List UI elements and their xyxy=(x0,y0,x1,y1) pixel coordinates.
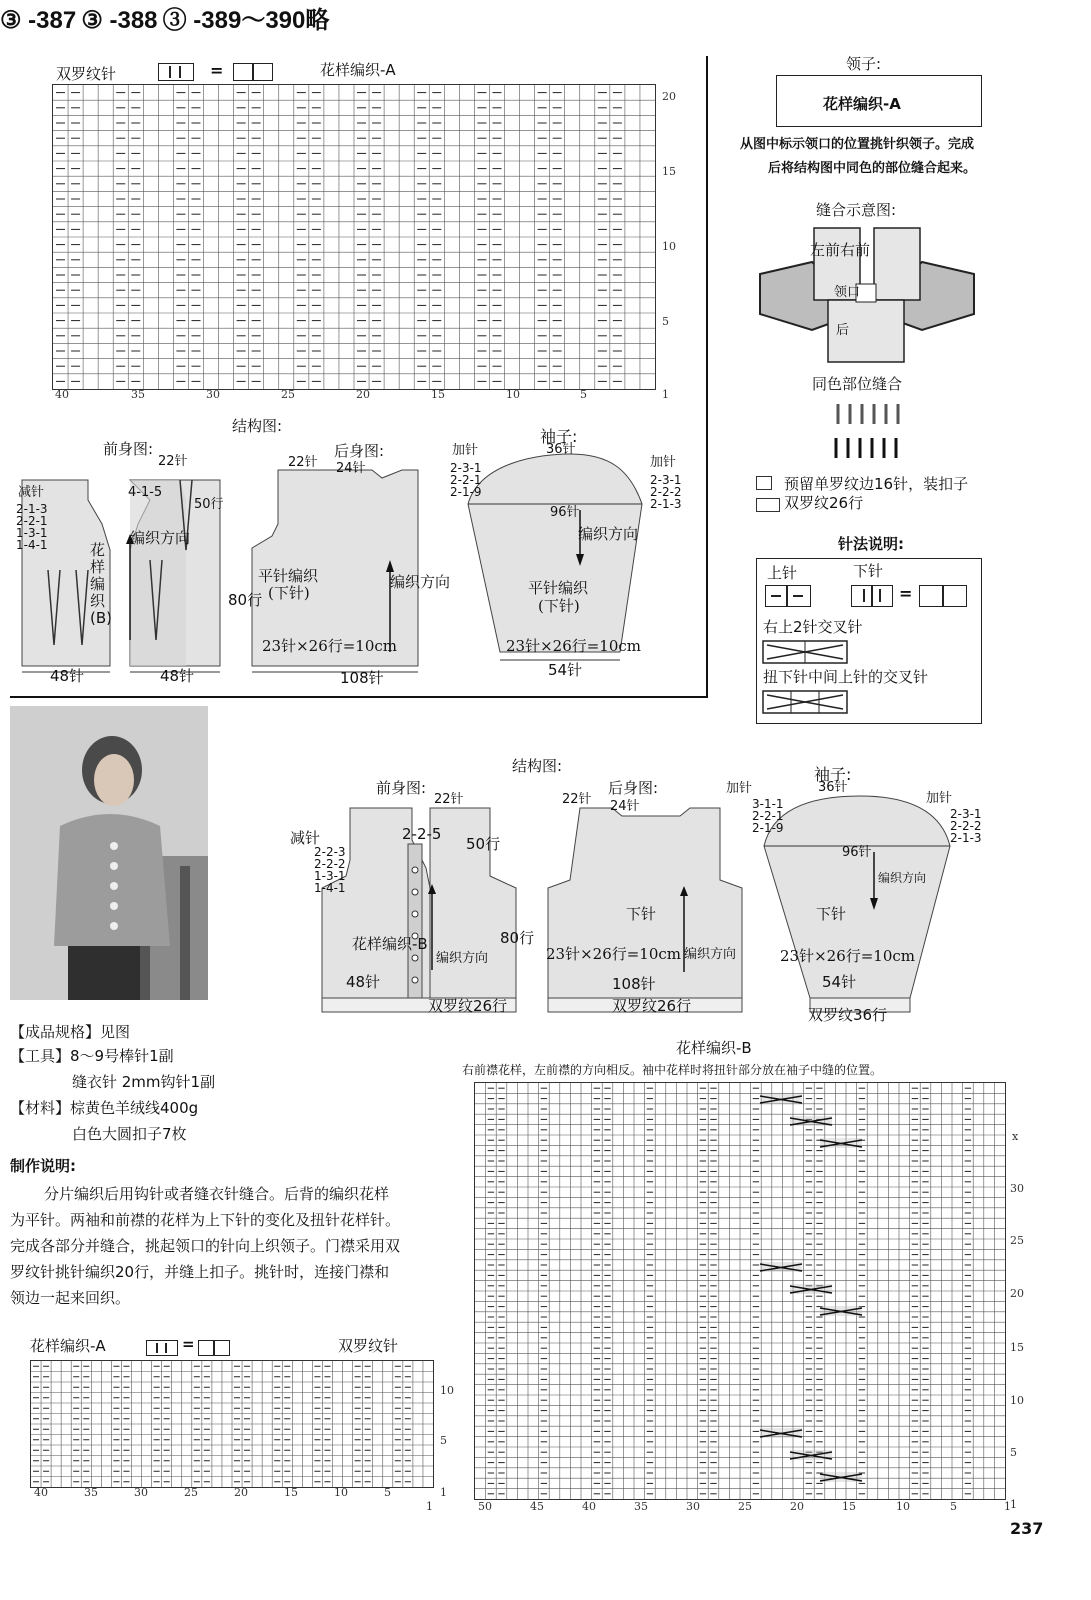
col-number: 50 xyxy=(478,1500,492,1513)
chart-b-title: 花样编织-B xyxy=(676,1039,752,1057)
back-fabric: 平针编织 xyxy=(258,567,319,585)
instructions-line: 领边一起来回织。 xyxy=(10,1289,131,1307)
col-number: 25 xyxy=(184,1486,198,1499)
col-number: 5 xyxy=(950,1500,957,1513)
sleeve-bottom: 54针 xyxy=(548,661,583,679)
col-number: 1 xyxy=(426,1500,433,1513)
spec-size: 【成品规格】见图 xyxy=(10,1023,131,1041)
col-number: 15 xyxy=(842,1500,856,1513)
back-title: 后身图: xyxy=(608,779,659,797)
pattern-number-388: ③ -388 xyxy=(81,7,158,34)
stitch-legend-title: 针法说明: xyxy=(838,535,904,553)
down-stitch-symbol xyxy=(851,585,893,607)
row-number: 10 xyxy=(1010,1394,1024,1407)
sleeve-add-left: 加针 xyxy=(452,443,479,458)
sleeve-rule: 2-2-1 xyxy=(752,809,784,823)
row-number: 1 xyxy=(662,388,669,401)
front-rows: 50行 xyxy=(194,497,224,512)
col-number: 10 xyxy=(334,1486,348,1499)
front-rib: 双罗纹26行 xyxy=(428,997,508,1015)
chart-a-grid xyxy=(52,84,656,390)
front-pattern: 花样编织(B) xyxy=(90,541,112,627)
front-direction: 编织方向 xyxy=(436,951,489,966)
front-direction: 编织方向 xyxy=(130,529,191,547)
chart-a2-title: 花样编织-A xyxy=(30,1337,106,1355)
symbol-blank-box xyxy=(198,1340,230,1356)
row-number: 20 xyxy=(1010,1287,1024,1300)
equals-sign: = xyxy=(210,61,224,80)
front-top: 22针 xyxy=(434,792,464,807)
chart-b-note: 右前襟花样，左前襟的方向相反。袖中花样时将扭针部分放在袖子中缝的位置。 xyxy=(462,1063,883,1077)
sleeve-rule: 2-2-2 xyxy=(650,485,682,499)
col-number: 20 xyxy=(790,1500,804,1513)
struct-label: 结构图: xyxy=(512,757,563,775)
row-number: 25 xyxy=(1010,1234,1024,1247)
col-number: 5 xyxy=(580,388,587,401)
back-direction: 编织方向 xyxy=(684,947,737,962)
col-number: 40 xyxy=(582,1500,596,1513)
col-number: 20 xyxy=(356,388,370,401)
collar-header: 领子: xyxy=(846,55,882,73)
blank-stitch-symbol xyxy=(919,585,967,607)
row-number: 1 xyxy=(1010,1498,1017,1511)
col-number: 30 xyxy=(134,1486,148,1499)
front-pattern: 花样编织-B xyxy=(352,935,428,953)
sleeve-rule: 2-1-3 xyxy=(950,831,982,845)
col-number: 35 xyxy=(84,1486,98,1499)
col-number: 35 xyxy=(131,388,145,401)
col-number: 10 xyxy=(506,388,520,401)
legend-text: 预留单罗纹边16针，装扣子 xyxy=(784,475,969,493)
collar-desc: 从图中标示领口的位置挑针织领子。完成 xyxy=(740,137,975,152)
row-number: 20 xyxy=(662,90,676,103)
legend-swatch xyxy=(756,476,772,490)
back-gauge: 23针×26行=10cm xyxy=(262,637,398,655)
sleeve-rows: 96针 xyxy=(550,505,580,520)
sleeve-fabric: 下针 xyxy=(816,905,847,923)
instructions-line: 完成各部分并缝合，挑起领口的针向上织领子。门襟采用双 xyxy=(10,1237,401,1255)
symbol-rib-box xyxy=(158,63,194,81)
back-top-mid: 24针 xyxy=(610,799,640,814)
symbol-blank-box xyxy=(233,63,273,81)
back-bottom: 108针 xyxy=(612,975,656,993)
legend-up: 上针 xyxy=(767,564,798,582)
legend-cross2: 扭下针中间上针的交叉针 xyxy=(763,668,929,686)
neck-rule: 2-2-5 xyxy=(402,825,442,843)
up-stitch-symbol xyxy=(765,585,811,607)
cross2-symbol xyxy=(763,691,847,713)
collar-box-label: 花样编织-A xyxy=(823,95,901,113)
dec-rule: 2-2-3 xyxy=(314,845,346,859)
sleeve-bottom: 54针 xyxy=(822,973,857,991)
dec-rule: 2-1-3 xyxy=(16,502,48,516)
back-top-left: 22针 xyxy=(562,792,592,807)
back-title: 后身图: xyxy=(334,442,385,460)
instructions-line: 为平针。两袖和前襟的花样为上下针的变化及扭针花样针。 xyxy=(10,1211,401,1229)
back-top-mid: 24针 xyxy=(336,461,366,476)
spec-tools: 【工具】8～9号棒针1副 xyxy=(10,1047,174,1065)
sleeve-rule: 2-1-9 xyxy=(450,485,482,499)
sleeve-direction: 编织方向 xyxy=(578,525,639,543)
back-rib: 双罗纹26行 xyxy=(612,997,692,1015)
chart-a2-right-label: 双罗纹针 xyxy=(338,1337,399,1355)
dec-rule: 1-4-1 xyxy=(314,881,346,895)
row-number: 5 xyxy=(440,1434,447,1447)
row-number: x xyxy=(1012,1130,1019,1143)
sleeve-rule: 2-3-1 xyxy=(450,461,482,475)
sleeve-rule: 3-1-1 xyxy=(752,797,784,811)
col-number: 40 xyxy=(55,388,69,401)
front-bottom-left: 48针 xyxy=(50,667,85,685)
sleeve-rule: 2-2-1 xyxy=(450,473,482,487)
chart-a-title: 花样编织-A xyxy=(320,61,396,79)
dec-rule: 2-2-1 xyxy=(16,514,48,528)
neck-rule: 4-1-5 xyxy=(128,485,163,500)
row-number: 5 xyxy=(1010,1446,1017,1459)
seam-label: 左前右前 xyxy=(810,241,871,259)
struct-label: 结构图: xyxy=(232,417,283,435)
spec-tools: 缝衣针 2mm钩针1副 xyxy=(72,1073,216,1091)
collar-desc: 后将结构图中同色的部位缝合起来。 xyxy=(768,161,977,176)
sleeve-gauge: 23针×26行=10cm xyxy=(506,637,642,655)
back-top-left: 22针 xyxy=(288,455,318,470)
legend-text: 双罗纹26行 xyxy=(784,494,864,512)
col-number: 15 xyxy=(284,1486,298,1499)
sleeve-rule: 2-1-3 xyxy=(650,497,682,511)
col-number: 40 xyxy=(34,1486,48,1499)
col-number: 25 xyxy=(738,1500,752,1513)
row-number: 10 xyxy=(440,1384,454,1397)
same-color-note: 同色部位缝合 xyxy=(812,375,903,393)
front-rows: 50行 xyxy=(466,835,501,853)
col-number: 25 xyxy=(281,388,295,401)
omitted-patterns: ③ -389～390略 xyxy=(162,7,330,34)
sleeve-add-right: 加针 xyxy=(650,455,677,470)
sleeve-rule: 2-2-2 xyxy=(950,819,982,833)
back-bottom: 108针 xyxy=(340,669,384,687)
back-rows: 80行 xyxy=(228,591,263,609)
legend-cross1: 右上2针交叉针 xyxy=(763,618,863,636)
dec-rule: 2-2-2 xyxy=(314,857,346,871)
sleeve-fabric: 平针编织 xyxy=(528,579,589,597)
sleeve-top: 36针 xyxy=(546,442,576,457)
col-number: 5 xyxy=(384,1486,391,1499)
sleeve-top: 36针 xyxy=(818,780,848,795)
col-number: 45 xyxy=(530,1500,544,1513)
sleeve-direction: 编织方向 xyxy=(878,871,927,885)
dec-rule: 1-3-1 xyxy=(314,869,346,883)
row-number: 15 xyxy=(1010,1341,1024,1354)
sleeve-add-right: 加针 xyxy=(926,791,953,806)
sleeve-rule: 2-3-1 xyxy=(650,473,682,487)
section-divider xyxy=(10,696,708,698)
instructions-line: 罗纹针挑针编织20行，并缝上扣子。挑针时，连接门襟和 xyxy=(10,1263,390,1281)
front-bottom-right: 48针 xyxy=(160,667,195,685)
equals-sign: = xyxy=(182,1335,195,1353)
sleeve-title: 袖子: xyxy=(540,427,578,446)
dec-label: 减针 xyxy=(18,485,45,500)
col-number: 1 xyxy=(1004,1500,1011,1513)
rib-label: 双罗纹针 xyxy=(56,65,117,83)
front-title: 前身图: xyxy=(103,440,154,458)
instructions-line: 分片编织后用钩针或者缝衣针缝合。后背的编织花样 xyxy=(44,1185,390,1203)
symbol-rib-box xyxy=(146,1340,178,1356)
chart-b-cable-crosses xyxy=(474,1082,1006,1500)
seam-label: 领口 xyxy=(834,285,861,300)
sleeve-title: 袖子: xyxy=(814,765,852,784)
chart-a2-grid xyxy=(30,1360,434,1488)
col-number: 30 xyxy=(686,1500,700,1513)
collar-box xyxy=(776,75,982,127)
legend-swatch xyxy=(756,498,780,512)
stitch-legend-box xyxy=(756,558,982,724)
dec-rule: 1-3-1 xyxy=(16,526,48,540)
row-number: 5 xyxy=(662,315,669,328)
sleeve-rows: 96针 xyxy=(842,845,872,860)
row-number: 10 xyxy=(662,240,676,253)
col-number: 15 xyxy=(431,388,445,401)
col-number: 35 xyxy=(634,1500,648,1513)
sleeve-rule: 2-3-1 xyxy=(950,807,982,821)
dec-rule: 1-4-1 xyxy=(16,538,48,552)
dec-label: 减针 xyxy=(290,829,321,847)
front-top: 22针 xyxy=(158,454,188,469)
sleeve-rib: 双罗纹36行 xyxy=(808,1006,888,1024)
legend-equals: = xyxy=(899,584,913,603)
spec-material: 【材料】棕黄色羊绒线400g xyxy=(10,1099,199,1117)
back-direction: 编织方向 xyxy=(390,573,451,591)
sleeve-gauge: 23针×26行=10cm xyxy=(780,947,916,965)
col-number: 30 xyxy=(206,388,220,401)
front-bottom: 48针 xyxy=(346,973,381,991)
front-rows2: 80行 xyxy=(500,929,535,947)
col-number: 20 xyxy=(234,1486,248,1499)
model-photo xyxy=(10,706,208,1000)
page-number: 237 xyxy=(1010,1519,1044,1538)
row-number: 1 xyxy=(440,1486,447,1499)
col-number: 10 xyxy=(896,1500,910,1513)
spec-material: 白色大圆扣子7枚 xyxy=(72,1125,187,1143)
pattern-number-387: ③ -387 xyxy=(0,7,77,34)
seam-label: 后 xyxy=(836,323,850,338)
row-number: 30 xyxy=(1010,1182,1024,1195)
cross1-symbol xyxy=(763,641,847,663)
seam-title: 缝合示意图: xyxy=(816,201,897,219)
front-title: 前身图: xyxy=(376,779,427,797)
back-fabric: (下针) xyxy=(268,584,310,602)
back-gauge: 23针×26行=10cm xyxy=(546,945,682,963)
row-number: 15 xyxy=(662,165,676,178)
sleeve-add-left: 加针 xyxy=(726,781,753,796)
seam-marks xyxy=(832,402,912,462)
legend-down: 下针 xyxy=(853,562,884,580)
sleeve-fabric: (下针) xyxy=(538,597,580,615)
sleeve-rule: 2-1-9 xyxy=(752,821,784,835)
instructions-title: 制作说明: xyxy=(10,1157,76,1175)
back-fabric: 下针 xyxy=(626,905,657,923)
